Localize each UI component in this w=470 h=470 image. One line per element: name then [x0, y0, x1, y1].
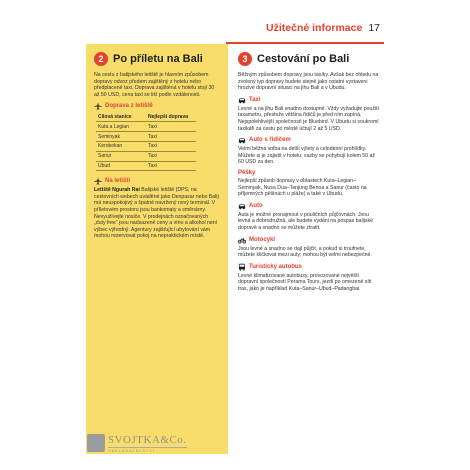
column-header: Cílová stanice: [96, 113, 146, 122]
section-title: Po příletu na Bali: [113, 53, 203, 65]
section-number-badge: 3: [238, 52, 252, 66]
subheading-label: Taxi: [249, 96, 261, 103]
header-title: Užitečné informace: [266, 22, 363, 34]
logo-subtitle: NAKLADATELSTVÍ: [108, 447, 187, 453]
table-cell: Taxi: [146, 161, 196, 171]
arrival-intro: Na cestu z balijského letiště je hlavním způsobem dopravy odvoz předem zajištěný z hotelu nebo předplacené taxi. Doprava zajištěná v hotelu stojí 30 až 50 USD, cena taxi se liší podle vzdálenosti.: [94, 72, 215, 98]
subheading-taxi: [238, 96, 380, 104]
table-row: [96, 132, 196, 142]
page-header: [266, 0, 384, 40]
motorcycle-icon: [238, 236, 246, 244]
table-cell: Ubud: [96, 161, 146, 171]
subheading-tourist-bus: [238, 263, 380, 271]
table-cell: Taxi: [146, 141, 196, 151]
table-cell: Taxi: [146, 132, 196, 142]
plane-icon: [94, 177, 102, 185]
table-row: [96, 141, 196, 151]
table-header-row: [96, 113, 196, 122]
column-header: Nejlepší doprava: [146, 113, 196, 122]
left-panel: [86, 44, 228, 454]
car-driver-text: Velmi běžná volba na delší výlety a celodenní prohlídky. Můžete si je zajistit v hotelu; sazby se pohybují kolem 50 až 60 USD za den.: [238, 146, 375, 166]
logo-mark-icon: [87, 434, 105, 452]
subheading-label: Auto s řidičem: [249, 137, 291, 144]
subheading-airport-transfer: [94, 102, 221, 110]
car-text: Auta je možné pronajmout v pouličních půjčovnách. Jsou levná a dobrodružná, ale budete vydáni na pospas balijské dopravě a snadno se můžete ztratit.: [238, 211, 373, 231]
walking-text: Nejlepší způsob dopravy v oblastech Kuta–Legian–Seminyak, Nusa Dua–Tanjung Benoa a Sanur (často na příjemných pěšinách u pláže) a také v Ubudu.: [238, 177, 367, 198]
table-row: [96, 161, 196, 171]
airport-text: Balijské letiště (DPS; na cestovních webech uváděné jako Denpasar nebo Bali) má neuspokojivý a špatně navržený nový terminál. V příletovém prostoru jsou bankomaty a směnárny. Nevyužívejte nosiče. V prodejnách označovaných „duty free“ jsou nadsazené ceny a víno a alkohol není výbec výhodný. Agentury zajišťující ubytování vám mohou rezervovat pokoj na nepraktickém místě.: [94, 187, 220, 240]
table-cell: Taxi: [146, 151, 196, 161]
motorcycle-text: Jsou levné a snadno se dají půjčit, a pokud si troufnete, můžete kličkovat mezi auty; mohou být velmi nebezpečné.: [238, 245, 372, 259]
car-icon: [238, 202, 246, 210]
subheading-label: Turistický autobus: [249, 263, 302, 270]
table-row: [96, 122, 196, 132]
car-icon: [238, 96, 246, 104]
table-row: [96, 151, 196, 161]
page-number: 17: [368, 22, 380, 34]
table-cell: Taxi: [146, 122, 196, 132]
airport-paragraph: [94, 187, 221, 240]
car-icon: [238, 136, 246, 144]
subheading-label: Auto: [249, 202, 263, 209]
book-page: [86, 0, 384, 470]
publisher-logo: [87, 428, 207, 458]
plane-icon: [94, 102, 102, 110]
section-number-badge: 2: [94, 52, 108, 66]
subheading-label: Doprava z letiště: [105, 103, 153, 110]
logo-name: SVOJTKA&Co.: [108, 433, 187, 446]
bus-text: Levné klimatizované autobusy, provozované největší dopravní společností Perama Tours, jezdí po omezené síti tras, jako je například Kuta–Sanur–Ubud–Padangbai.: [238, 272, 372, 292]
subheading-car-with-driver: [238, 136, 380, 144]
bus-icon: [238, 263, 246, 271]
subheading-car: [238, 202, 380, 210]
subheading-label: Pěšky: [238, 169, 256, 176]
subheading-at-airport: [94, 177, 221, 185]
subheading-label: Motocykl: [249, 236, 276, 243]
subheading-motorcycle: [238, 236, 380, 244]
section-title: Cestování po Bali: [257, 53, 350, 65]
table-cell: Kerobokan: [96, 141, 146, 151]
travel-intro: Běžným způsobem dopravy jsou taxíky. Avšak bez ohledu na zvolený typ dopravy budete stejně jako ostatní vystaveni hrozivé dopravní situaci na jihu Bali a v Ubudu.: [238, 72, 379, 92]
transfer-table: [96, 113, 196, 171]
table-cell: Seminyak: [96, 132, 146, 142]
table-cell: Sanur: [96, 151, 146, 161]
airport-name: Letiště Ngurah Rai: [94, 187, 140, 194]
section-heading-arrival: [94, 52, 221, 66]
right-panel: [236, 44, 382, 296]
subheading-label: Na letišti: [105, 178, 131, 185]
subheading-walking: [238, 170, 380, 176]
table-cell: Kuta a Legian: [96, 122, 146, 132]
section-heading-travel: [238, 52, 380, 66]
taxi-text: Levné a na jihu Bali snadno dostupné. Vždy vyžadujte použití taxametru, přestože většina řidičů je před ním zapíná. Nejspolehlivější společností je Bluebird. V Ubudu si soukromí taxikáři za cestu po městě účtují 2 až 5 USD.: [238, 105, 380, 132]
